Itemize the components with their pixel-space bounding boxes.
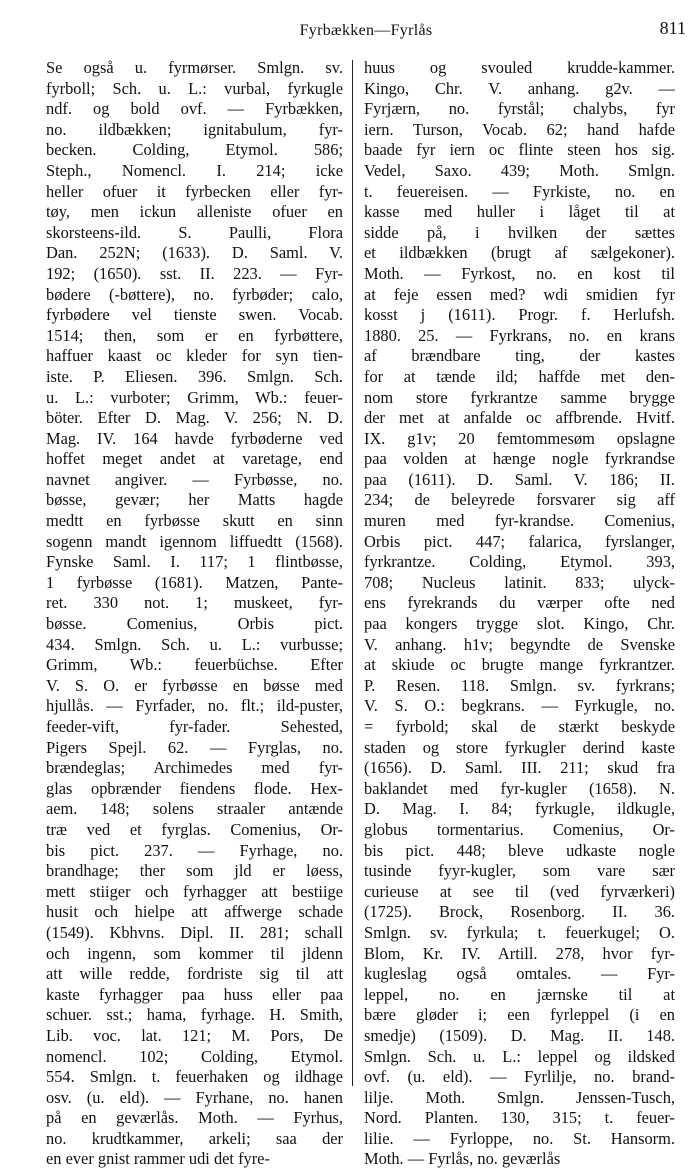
text-line: at feje essen med? wdi smidien fyr — [364, 284, 675, 304]
text-line: bøsse. Comenius, Orbis pict. — [46, 614, 343, 634]
text-line: fyrkrantze. Colding, Etymol. 393, — [364, 552, 675, 572]
text-line: et ildbækken (brugt af sælgekoner). — [364, 243, 675, 263]
text-line: Blom, Kr. IV. Artill. 278, hvor fyr- — [364, 943, 675, 963]
text-line: tøy, men ickun alleniste ofuer en — [46, 202, 343, 222]
text-line: bære gløder i; een fyrleppel (i en — [364, 1005, 675, 1025]
text-line: (1656). D. Saml. III. 211; skud fra — [364, 758, 675, 778]
text-line: att wille redde, fordriste sig til att — [46, 964, 343, 984]
text-line: navnet angiver. — Fyrbøsse, no. — [46, 469, 343, 489]
text-line: baade fyr iern oc flinte steen hos sig. — [364, 140, 675, 160]
text-line: osv. (u. eld). — Fyrhane, no. hanen — [46, 1087, 343, 1107]
text-line: 554. Smlgn. t. feuerhaken og ildhage — [46, 1067, 343, 1087]
text-line: och ingenn, som kommer til jldenn — [46, 943, 343, 963]
text-line: Se også u. fyrmørser. Smlgn. sv. — [46, 58, 343, 77]
text-line: aem. 148; solens straaler antænde — [46, 799, 343, 819]
text-line: heller ofuer it fyrbecken eller fyr- — [46, 181, 343, 201]
text-line: 708; Nucleus latinit. 833; ulyck- — [364, 572, 675, 592]
text-line: 192; (1650). sst. II. 223. — Fyr- — [46, 263, 343, 283]
text-line: smedje) (1509). D. Mag. II. 148. — [364, 1025, 675, 1045]
text-line: Mag. IV. 164 havde fyrbøderne ved — [46, 428, 343, 448]
text-line: bis pict. 237. — Fyrhage, no. — [46, 840, 343, 860]
text-line: leppel, no. en jærnske til at — [364, 984, 675, 1004]
text-line: Smlgn. sv. fyrkula; t. feuerkugel; O. — [364, 922, 675, 942]
text-line: 1 fyrbøsse (1681). Matzen, Pante- — [46, 572, 343, 592]
text-line: mett stiiger och fyrhagger att bestiige — [46, 881, 343, 901]
text-line: hjullås. — Fyrfader, no. flt.; ild-puster, — [46, 696, 343, 716]
text-line: skorsteens-ild. S. Paulli, Flora — [46, 222, 343, 242]
text-line: iern. Turson, Vocab. 62; hand hafde — [364, 119, 675, 139]
text-line: (1549). Kbhvns. Dipl. II. 281; schall — [46, 922, 343, 942]
text-line: D. Mag. I. 84; fyrkugle, ildkugle, — [364, 799, 675, 819]
text-line: kosst j (1611). Progr. f. Herlufsh. — [364, 305, 675, 325]
text-line: Fynske Saml. I. 117; 1 flintbøsse, — [46, 552, 343, 572]
text-line: Vedel, Saxo. 439; Moth. Smlgn. — [364, 160, 675, 180]
text-line: paa kongers trygge slot. Kingo, Chr. — [364, 614, 675, 634]
page-header — [46, 14, 686, 58]
text-line: 1514; then, som er en fyrbøttere, — [46, 325, 343, 345]
text-line: V. anhang. h1v; begyndte de Svenske — [364, 634, 675, 654]
text-line: globus tormentarius. Comenius, Or- — [364, 819, 675, 839]
text-line: no. ildbækken; ignitabulum, fyr- — [46, 119, 343, 139]
left-column — [46, 58, 352, 1170]
text-line: en ever gnist rammer udi det fyre- — [46, 1149, 270, 1169]
text-line: becken. Colding, Etymol. 586; — [46, 140, 343, 160]
text-line: muren med fyr-krandse. Comenius, — [364, 511, 675, 531]
text-line: böter. Efter D. Mag. V. 256; N. D. — [46, 408, 343, 428]
text-line: kugleslag også omtales. — Fyr- — [364, 964, 675, 984]
text-line: for at tænde ild; haffde met den- — [364, 366, 675, 386]
text-line: Fyrjærn, no. fyrstål; chalybs, fyr — [364, 99, 675, 119]
text-line: Dan. 252N; (1633). D. Saml. V. — [46, 243, 343, 263]
text-line: bøsse, gevær; her Matts hagde — [46, 490, 343, 510]
text-line: på en geværlås. Moth. — Fyrhus, — [46, 1108, 343, 1128]
text-line: Steph., Nomencl. I. 214; icke — [46, 160, 343, 180]
text-line: Orbis pict. 447; falarica, fyrslanger, — [364, 531, 675, 551]
running-head: Fyrbækken—Fyrlås — [299, 22, 433, 39]
text-line: (1725). Brock, Rosenborg. II. 36. — [364, 902, 675, 922]
text-line: der met at anfalde oc affbrende. Hvitf. — [364, 408, 675, 428]
text-line: iste. P. Eliesen. 396. Smlgn. Sch. — [46, 366, 343, 386]
text-line: lilie. — Fyrloppe, no. St. Hansorm. — [364, 1128, 675, 1148]
text-line: nomencl. 102; Colding, Etymol. — [46, 1046, 343, 1066]
text-line: no. krudtkammer, arkeli; saa der — [46, 1128, 343, 1148]
text-line: P. Resen. 118. Smlgn. sv. fyrkrans; — [364, 675, 675, 695]
text-line: baklandet med fyr-kugler (1658). N. — [364, 778, 675, 798]
text-line: curieuse at see til (ved fyrværkeri) — [364, 881, 675, 901]
text-line: Nord. Planten. 130, 315; t. feuer- — [364, 1108, 675, 1128]
text-line: Moth. — Fyrkost, no. en kost til — [364, 263, 675, 283]
text-line: 1880. 25. — Fyrkrans, no. en krans — [364, 325, 675, 345]
text-line: kaste fyrhagger paa huss eller paa — [46, 984, 343, 1004]
text-line: husit och hielpe att affwerge schade — [46, 902, 343, 922]
text-line: glas opbrænder fiendens flode. Hex- — [46, 778, 343, 798]
text-line: Lib. voc. lat. 121; M. Pors, De — [46, 1025, 343, 1045]
text-line: kasse med huller i låget til at — [364, 202, 675, 222]
text-line: V. S. O. er fyrbøsse en bøsse med — [46, 675, 343, 695]
text-line: IX. g1v; 20 femtommesøm opslagne — [364, 428, 675, 448]
text-line: 234; de beleyrede forsvarer sig aff — [364, 490, 675, 510]
text-line: staden og store fyrkugler derind kaste — [364, 737, 675, 757]
text-line: sidde på, i hvilken der sættes — [364, 222, 675, 242]
text-line: af brændbare ting, der kastes — [364, 346, 675, 366]
text-line: u. L.: vurboter; Grimm, Wb.: feuer- — [46, 387, 343, 407]
text-line: sogenn mandt igennom liffuedtt (1568). — [46, 531, 343, 551]
text-line: brændeglas; Archimedes med fyr- — [46, 758, 343, 778]
text-line: ndf. og bold ovf. — Fyrbækken, — [46, 99, 343, 119]
text-line: paa volden at hænge nogle fyrkrandse — [364, 449, 675, 469]
text-line: Grimm, Wb.: feuerbüchse. Efter — [46, 655, 343, 675]
text-line: paa (1611). D. Saml. V. 186; II. — [364, 469, 675, 489]
text-line: fyrboll; Sch. u. L.: vurbal, fyrkugle — [46, 78, 343, 98]
text-line: bis pict. 448; bleve udkaste nogle — [364, 840, 675, 860]
text-line: Smlgn. Sch. u. L.: leppel og ildsked — [364, 1046, 675, 1066]
text-line: schuer. sst.; hama, fyrhage. H. Smith, — [46, 1005, 343, 1025]
text-line: hoffet meget andet at varetage, end — [46, 449, 343, 469]
text-line: V. S. O.: begkrans. — Fyrkugle, no. — [364, 696, 675, 716]
text-line: huus og svouled krudde-kammer. — [364, 58, 675, 77]
text-line: fyrbødere vel tienste swen. Vocab. — [46, 305, 343, 325]
text-line: ovf. (u. eld). — Fyrlilje, no. brand- — [364, 1067, 675, 1087]
right-column — [353, 58, 675, 1170]
text-line: ret. 330 not. 1; muskeet, fyr- — [46, 593, 343, 613]
text-line: bødere (-bøttere), no. fyrbøder; calo, — [46, 284, 343, 304]
text-line: = fyrbold; skal de stærkt beskyde — [364, 717, 675, 736]
text-line: 434. Smlgn. Sch. u. L.: vurbusse; — [46, 634, 343, 654]
text-line: feeder-vift, fyr-fader. Sehested, — [46, 717, 343, 736]
page-number: 811 — [659, 18, 686, 38]
text-line: lilje. Moth. Smlgn. Jenssen-Tusch, — [364, 1087, 675, 1107]
text-line: tusinde fyyr-kugler, som vare sær — [364, 861, 675, 881]
text-line: medtt en fyrbøsse skutt en sinn — [46, 511, 343, 531]
text-line: haffuer kaast oc kleder for syn tien- — [46, 346, 343, 366]
text-line: at skiude oc brugte mange fyrkrantzer. — [364, 655, 675, 675]
text-line: brandhage; ther som jld er løess, — [46, 861, 343, 881]
text-line: nom store fyrkrantze samme brygge — [364, 387, 675, 407]
text-line: Pigers Spejl. 62. — Fyrglas, no. — [46, 737, 343, 757]
text-line: ens fyrekrands du værper ofte ned — [364, 593, 675, 613]
text-line: træ ved et fyrglas. Comenius, Or- — [46, 819, 343, 839]
text-line: Moth. — Fyrlås, no. geværlås — [364, 1149, 561, 1169]
text-line: Kingo, Chr. V. anhang. g2v. — — [364, 78, 675, 98]
text-line: t. feuereisen. — Fyrkiste, no. en — [364, 181, 675, 201]
text-columns — [46, 58, 686, 1170]
